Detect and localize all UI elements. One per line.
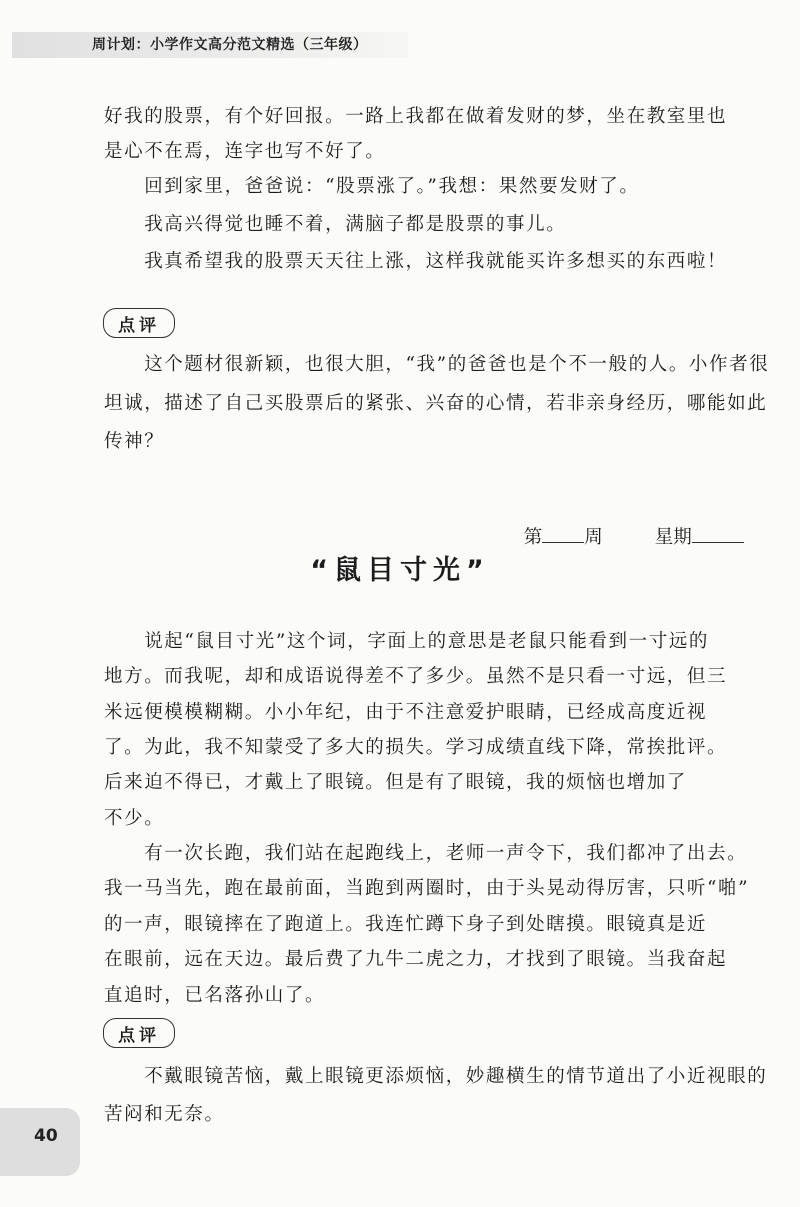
story1-line: 回到家里，爸爸说：“股票涨了。”我想：果然要发财了。: [104, 176, 640, 197]
week-prefix: 第: [523, 527, 543, 548]
comment2-line: 苦闷和无奈。: [104, 1104, 225, 1125]
story1-line: 我真希望我的股票天天往上涨，这样我就能买许多想买的东西啦！: [104, 251, 728, 272]
story2-line: 我一马当先，跑在最前面，当跑到两圈时，由于头晃动得厉害，只听“啪”: [104, 878, 750, 899]
comment-label: 点评: [118, 1026, 160, 1046]
story2-line: 说起“鼠目寸光”这个词，字面上的意思是老鼠只能看到一寸远的: [104, 631, 710, 652]
story2-line: 后来迫不得已，才戴上了眼镜。但是有了眼镜，我的烦恼也增加了: [104, 772, 687, 793]
comment1-line: 坦诚，描述了自己买股票后的紧张、兴奋的心情，若非亲身经历，哪能如此: [104, 393, 768, 414]
story2-line: 的一声，眼镜摔在了跑道上。我连忙蹲下身子到处瞎摸。眼镜真是近: [104, 914, 708, 935]
weekday-blank[interactable]: [692, 524, 744, 543]
week-planner: [512, 502, 744, 549]
weekday-label: 星期: [654, 527, 692, 548]
essay-title: “鼠目寸光”: [310, 555, 490, 586]
story2-line: 在眼前，远在天边。最后费了九牛二虎之力，才找到了眼镜。当我奋起: [104, 949, 728, 970]
week-label: 周: [584, 527, 603, 548]
story2-line: 地方。而我呢，却和成语说得差不了多少。虽然不是只看一寸远，但三: [104, 666, 728, 687]
story2-line: 有一次长跑，我们站在起跑线上，老师一声令下，我们都冲了出去。: [104, 843, 748, 864]
story2-line: 米远便模模糊糊。小小年纪，由于不注意爱护眼睛，已经成高度近视: [104, 702, 708, 723]
comment-label-box: [103, 308, 175, 338]
comment1-line: 这个题材很新颖，也很大胆，“我”的爸爸也是个不一般的人。小作者很: [104, 354, 770, 375]
story1-line: 是心不在焉，连字也写不好了。: [104, 141, 386, 162]
comment2-line: 不戴眼镜苦恼，戴上眼镜更添烦恼，妙趣横生的情节道出了小近视眼的: [104, 1066, 768, 1087]
story2-line: 不少。: [104, 808, 165, 829]
week-number-blank[interactable]: [542, 524, 584, 543]
story2-line: 直追时，已名落孙山了。: [104, 985, 326, 1006]
comment1-line: 传神？: [104, 431, 165, 452]
comment-label-box: [103, 1018, 175, 1048]
comment-label: 点评: [118, 316, 160, 336]
story1-line: 好我的股票，有个好回报。一路上我都在做着发财的梦，坐在教室里也: [104, 106, 728, 127]
page-number: 40: [34, 1126, 58, 1146]
story2-line: 了。为此，我不知蒙受了多大的损失。学习成绩直线下降，常挨批评。: [104, 737, 728, 758]
story1-line: 我高兴得觉也睡不着，满脑子都是股票的事儿。: [104, 214, 567, 235]
running-header: 周计划：小学作文高分范文精选（三年级）: [92, 37, 368, 53]
